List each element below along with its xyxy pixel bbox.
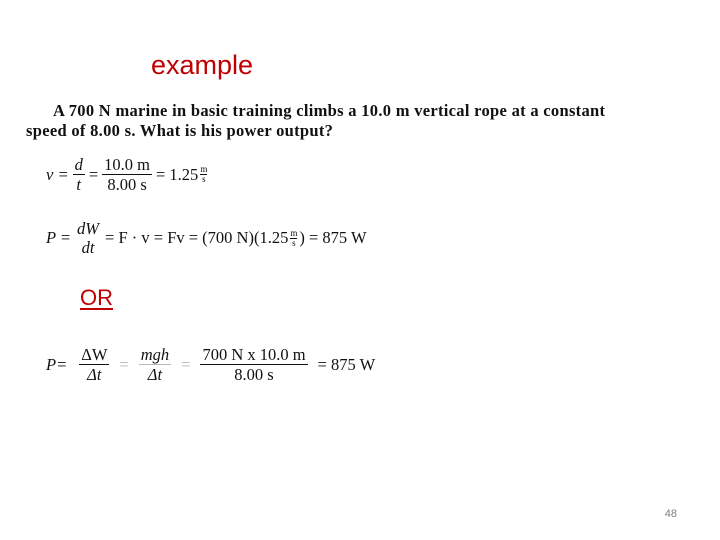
power-rhs-b: ) = 875 W bbox=[299, 228, 367, 248]
power-rhs-a: = F · v = Fv = (700 N)(1.25 bbox=[105, 228, 289, 248]
fraction-numerator: mgh bbox=[140, 345, 170, 364]
power-alt-lhs: P= bbox=[46, 354, 68, 374]
slide-title: example bbox=[151, 50, 254, 80]
unit-numerator: m bbox=[200, 164, 208, 175]
fraction-denominator: 8.00 s bbox=[234, 365, 274, 385]
equals-sign-faint: = bbox=[119, 354, 129, 374]
unit-denominator: s bbox=[292, 237, 296, 248]
velocity-unit bbox=[200, 165, 207, 184]
power-alt-result: = 875 W bbox=[317, 354, 376, 374]
fraction-denominator: dt bbox=[81, 238, 95, 258]
fraction-denominator: 8.00 s bbox=[107, 175, 147, 195]
unit-numerator: m bbox=[290, 227, 298, 238]
delta-w-over-delta-t bbox=[79, 346, 109, 384]
power-alternate-equation bbox=[46, 346, 375, 384]
page-number: 48 bbox=[664, 508, 677, 520]
velocity-lhs: v = bbox=[46, 164, 69, 184]
velocity-result: = 1.25 bbox=[156, 164, 199, 184]
problem-line-1: A 700 N marine in basic training climbs a 10.0 m vertical rope at a constant bbox=[53, 101, 606, 120]
equals-sign: = bbox=[88, 164, 99, 184]
equals-sign-faint: = bbox=[181, 354, 191, 374]
fraction-numerator: dW bbox=[77, 219, 100, 238]
mgh-over-delta-t bbox=[139, 346, 171, 384]
fraction-numerator: 700 N x 10.0 m bbox=[202, 345, 306, 364]
problem-line-2: speed of 8.00 s. What is his power output? bbox=[26, 121, 334, 140]
fraction-denominator: Δt bbox=[87, 365, 102, 385]
power-lhs: P = bbox=[46, 228, 72, 248]
velocity-equation bbox=[46, 156, 209, 194]
numeric-power-fraction bbox=[200, 346, 307, 384]
velocity-fraction-numeric bbox=[102, 156, 152, 194]
unit-denominator: s bbox=[202, 174, 206, 185]
fraction-denominator: Δt bbox=[147, 365, 163, 385]
or-label: OR bbox=[80, 285, 113, 310]
fraction-numerator: 10.0 m bbox=[104, 155, 150, 174]
velocity-fraction-symbolic bbox=[73, 156, 85, 194]
fraction-denominator: t bbox=[76, 175, 82, 195]
fraction-numerator: ΔW bbox=[81, 345, 108, 364]
fraction-numerator: d bbox=[74, 155, 83, 174]
power-unit bbox=[290, 229, 297, 248]
power-derivative-equation bbox=[46, 220, 367, 257]
power-derivative-fraction bbox=[75, 220, 101, 257]
